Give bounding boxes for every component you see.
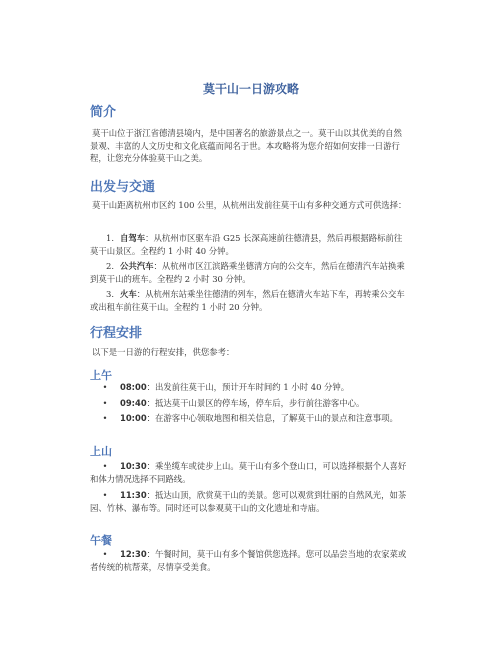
time-label: 10:30 [120, 461, 147, 471]
transport-label: 公共汽车 [120, 261, 154, 271]
morning-item [90, 397, 410, 410]
time-label: 11:30 [120, 490, 147, 500]
item-text: ：出发前往莫干山，预计开车时间约 1 小时 40 分钟。 [146, 382, 350, 392]
transport-label: 自驾车 [120, 233, 146, 243]
bullet: • [102, 398, 108, 408]
lunch-item [90, 548, 410, 573]
time-label: 09:40 [120, 398, 147, 408]
mountain-item [90, 460, 410, 485]
time-label: 08:00 [120, 382, 147, 392]
transport-item-bus [90, 260, 410, 285]
transport-item-car [90, 232, 410, 257]
list-number: 3. [106, 289, 114, 299]
transport-text: ：从杭州市区驱车沿 G25 长深高速前往德清县，然后再根据路标前往莫干山景区。全程约 1 小时 40 分钟。 [90, 233, 403, 256]
time-label: 12:30 [120, 549, 147, 559]
document-title: 莫干山一日游攻略 [202, 82, 299, 96]
bullet: • [102, 490, 108, 500]
item-text: ：抵达莫干山景区的停车场，停车后，步行前往游客中心。 [146, 398, 365, 408]
bullet: • [102, 382, 108, 392]
intro-paragraph: 莫干山位于浙江省德清县境内，是中国著名的旅游景点之一。莫干山以其优美的自然景观、丰富的人文历史和文化底蕴而闻名于世。本攻略将为您介绍如何安排一日游行程，让您充分体验莫干山之美。 [90, 128, 402, 164]
subheading-mountain: 上山 [90, 445, 112, 458]
time-label: 10:00 [120, 413, 147, 423]
item-text: ：乘坐缆车或徒步上山。莫干山有多个登山口，可以选择根据个人喜好和体力情况选择不同路线。 [90, 461, 407, 484]
item-text: ：午餐时间，莫干山有多个餐馆供您选择。您可以品尝当地的农家菜或者传统的杭帮菜，尽情享受美食。 [90, 549, 407, 572]
section-heading-transport: 出发与交通 [90, 180, 156, 195]
transport-text: ：从杭州市区江滨路乘坐德清方向的公交车，然后在德清汽车站换乘到莫干山的班车。全程约 2 小时 30 分钟。 [90, 261, 405, 284]
bullet: • [102, 461, 108, 471]
bullet: • [102, 413, 108, 423]
list-number: 2. [106, 261, 114, 271]
subheading-lunch: 午餐 [90, 534, 112, 547]
transport-paragraph: 莫干山距离杭州市区约 100 公里，从杭州出发前往莫干山有多种交通方式可供选择： [92, 200, 407, 210]
transport-item-train [90, 288, 410, 313]
mountain-item [90, 489, 410, 514]
list-number: 1. [106, 233, 114, 243]
transport-label: 火车 [120, 289, 137, 299]
item-text: ：抵达山顶，欣赏莫干山的美景。您可以观赏到壮丽的自然风光，如茶园、竹林、瀑布等。同时还可以参观莫干山的文化遗址和寺庙。 [90, 490, 407, 513]
transport-text: ：从杭州东站乘坐往德清的列车，然后在德清火车站下车，再转乘公交车或出租车前往莫干山。全程约 1 小时 20 分钟。 [90, 289, 405, 312]
section-heading-intro: 简介 [90, 105, 117, 120]
section-heading-schedule: 行程安排 [90, 326, 143, 341]
subheading-morning: 上午 [90, 369, 112, 382]
schedule-paragraph: 以下是一日游的行程安排，供您参考： [92, 347, 235, 357]
morning-item [90, 381, 410, 394]
bullet: • [102, 549, 108, 559]
item-text: ：在游客中心领取地图和相关信息，了解莫干山的景点和注意事项。 [146, 413, 398, 423]
morning-item [90, 412, 410, 425]
